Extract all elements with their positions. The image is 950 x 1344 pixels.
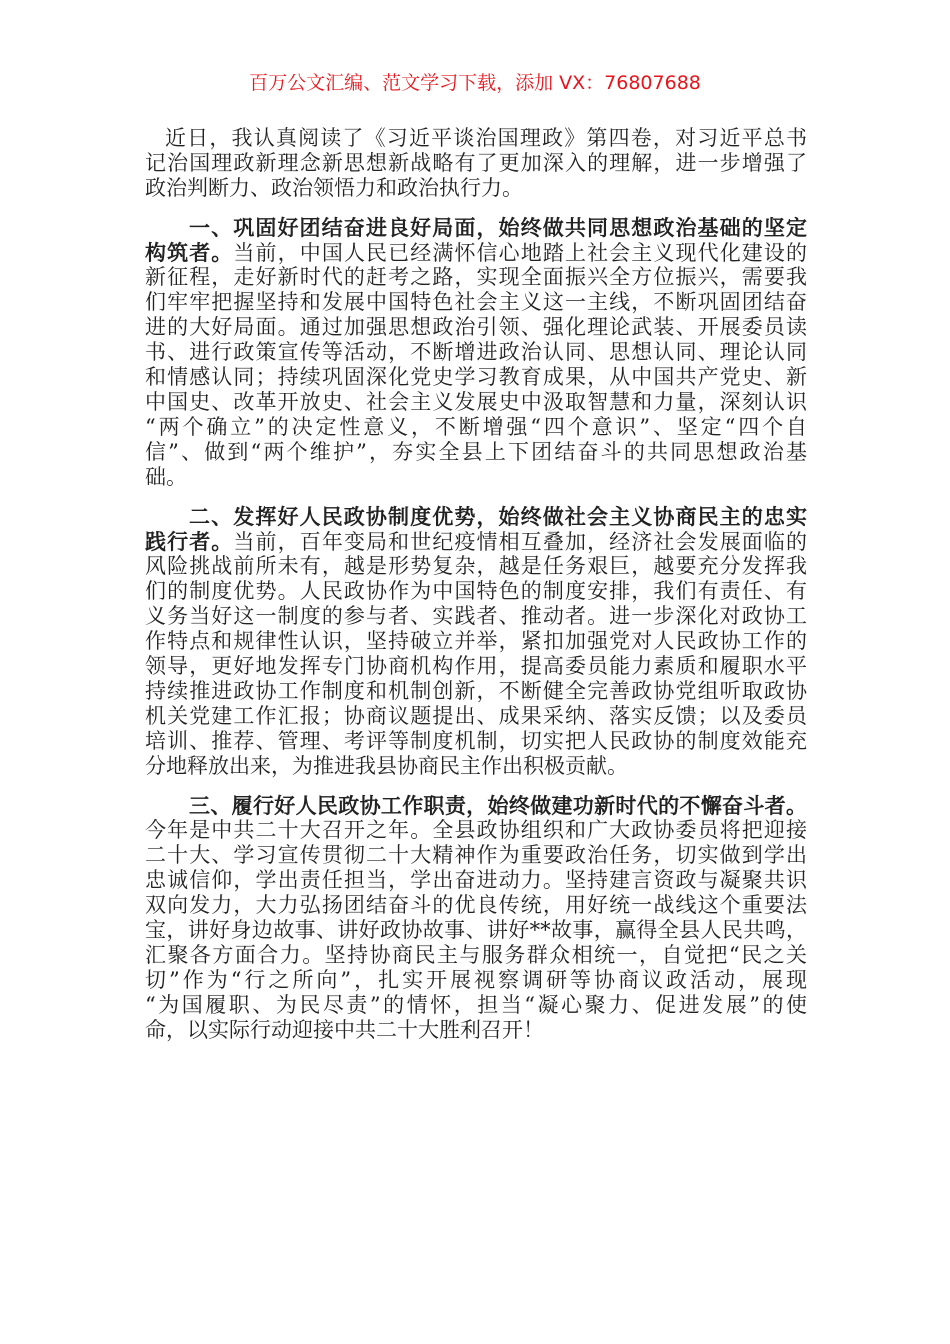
section-heading: 构筑者。 xyxy=(145,240,234,265)
text-line xyxy=(145,968,807,993)
body-text: 书、进行政策宣传等活动，不断增进政治认同、思想认同、理论认同 xyxy=(145,340,807,364)
body-text: “两个确立”的决定性意义，不断增强“四个意识”、坚定“四个自 xyxy=(145,415,807,439)
text-line xyxy=(145,729,807,754)
text-line xyxy=(145,704,807,729)
body-text: 命，以实际行动迎接中共二十大胜利召开！ xyxy=(145,1018,544,1042)
body-text: 政治判断力、政治领悟力和政治执行力。 xyxy=(145,176,523,200)
text-line xyxy=(145,654,807,679)
text-line xyxy=(145,554,807,579)
text-line xyxy=(145,240,807,265)
body-text: 当前，百年变局和世纪疫情相互叠加，经济社会发展面临的 xyxy=(233,530,808,554)
text-line xyxy=(145,918,807,943)
body-text: 培训、推荐、管理、考评等制度机制，切实把人民政协的制度效能充 xyxy=(145,729,807,753)
text-line xyxy=(145,604,807,629)
body-text: 记治国理政新理念新思想新战略有了更加深入的理解，进一步增强了 xyxy=(145,151,807,175)
body-text: 二十大、学习宣传贯彻二十大精神作为重要政治任务，切实做到学出 xyxy=(145,843,807,867)
body-text: 们的制度优势。人民政协作为中国特色的制度安排，我们有责任、有 xyxy=(145,579,807,603)
text-line xyxy=(145,440,807,465)
section-heading: 三、履行好人民政协工作职责，始终做建功新时代的不懈奋斗者。 xyxy=(189,793,807,818)
text-line xyxy=(145,290,807,315)
body-text: 忠诚信仰，学出责任担当，学出奋进动力。坚持建言资政与凝聚共识 xyxy=(145,868,807,892)
text-line xyxy=(145,504,807,529)
text-line xyxy=(145,215,807,240)
text-line xyxy=(145,126,807,151)
body-text: “为国履职、为民尽责”的情怀，担当“凝心聚力、促进发展”的使 xyxy=(145,993,807,1017)
text-line xyxy=(145,793,807,818)
body-text: 础。 xyxy=(145,465,187,489)
body-text: 宝，讲好身边故事、讲好政协故事、讲好**故事，赢得全县人民共鸣， xyxy=(145,918,807,942)
body-text: 们牢牢把握坚持和发展中国特色社会主义这一主线，不断巩固团结奋 xyxy=(145,290,807,314)
section-heading: 一、巩固好团结奋进良好局面，始终做共同思想政治基础的坚定 xyxy=(189,215,807,240)
body-text: 新征程，走好新时代的赶考之路，实现全面振兴全方位振兴，需要我 xyxy=(145,265,807,289)
body-text: 今年是中共二十大召开之年。全县政协组织和广大政协委员将把迎接 xyxy=(145,818,807,842)
text-line xyxy=(145,818,807,843)
body-text: 近日，我认真阅读了《习近平谈治国理政》第四卷，对习近平总书 xyxy=(165,126,807,150)
body-text: 切”作为“行之所向”，扎实开展视察调研等协商议政活动，展现 xyxy=(145,968,807,992)
body-text: 领导，更好地发挥专门协商机构作用，提高委员能力素质和履职水平 xyxy=(145,654,807,678)
body-text: 信”、做到“两个维护”，夯实全县上下团结奋斗的共同思想政治基 xyxy=(145,440,807,464)
paragraph xyxy=(145,793,807,1043)
paragraph xyxy=(145,504,807,779)
text-line xyxy=(145,415,807,440)
body-text: 双向发力，大力弘扬团结奋斗的优良传统，用好统一战线这个重要法 xyxy=(145,893,807,917)
body-text: 风险挑战前所未有，越是形势复杂，越是任务艰巨，越要充分发挥我 xyxy=(145,554,807,578)
text-line xyxy=(145,151,807,176)
section-heading: 践行者。 xyxy=(145,529,234,554)
text-line xyxy=(145,754,807,779)
paragraph xyxy=(145,215,807,490)
text-line xyxy=(145,579,807,604)
text-line xyxy=(145,868,807,893)
paragraph xyxy=(145,126,807,201)
text-line xyxy=(145,843,807,868)
body-text: 中国史、改革开放史、社会主义发展史中汲取智慧和力量，深刻认识 xyxy=(145,390,807,414)
body-text: 进的大好局面。通过加强思想政治引领、强化理论武装、开展委员读 xyxy=(145,315,807,339)
text-line xyxy=(145,340,807,365)
body-text: 作特点和规律性认识，坚持破立并举，紧扣加强党对人民政协工作的 xyxy=(145,629,807,653)
text-line xyxy=(145,315,807,340)
text-line xyxy=(145,529,807,554)
section-heading: 二、发挥好人民政协制度优势，始终做社会主义协商民主的忠实 xyxy=(189,504,807,529)
document-body xyxy=(145,126,807,1057)
body-text: 和情感认同；持续巩固深化党史学习教育成果，从中国共产党史、新 xyxy=(145,365,807,389)
body-text: 当前，中国人民已经满怀信心地踏上社会主义现代化建设的 xyxy=(233,241,808,265)
text-line xyxy=(145,893,807,918)
watermark-header: 百万公文汇编、范文学习下载，添加 VX：76807688 xyxy=(249,72,701,94)
text-line xyxy=(145,993,807,1018)
body-text: 机关党建工作汇报；协商议题提出、成果采纳、落实反馈；以及委员 xyxy=(145,704,807,728)
text-line xyxy=(145,365,807,390)
text-line xyxy=(145,1018,807,1043)
text-line xyxy=(145,265,807,290)
text-line xyxy=(145,943,807,968)
body-text: 分地释放出来，为推进我县协商民主作出积极贡献。 xyxy=(145,754,628,778)
text-line xyxy=(145,465,807,490)
body-text: 持续推进政协工作制度和机制创新，不断健全完善政协党组听取政协 xyxy=(145,679,807,703)
text-line xyxy=(145,390,807,415)
body-text: 汇聚各方面合力。坚持协商民主与服务群众相统一，自觉把“民之关 xyxy=(145,943,807,967)
text-line xyxy=(145,176,807,201)
text-line xyxy=(145,679,807,704)
body-text: 义务当好这一制度的参与者、实践者、推动者。进一步深化对政协工 xyxy=(145,604,807,628)
text-line xyxy=(145,629,807,654)
